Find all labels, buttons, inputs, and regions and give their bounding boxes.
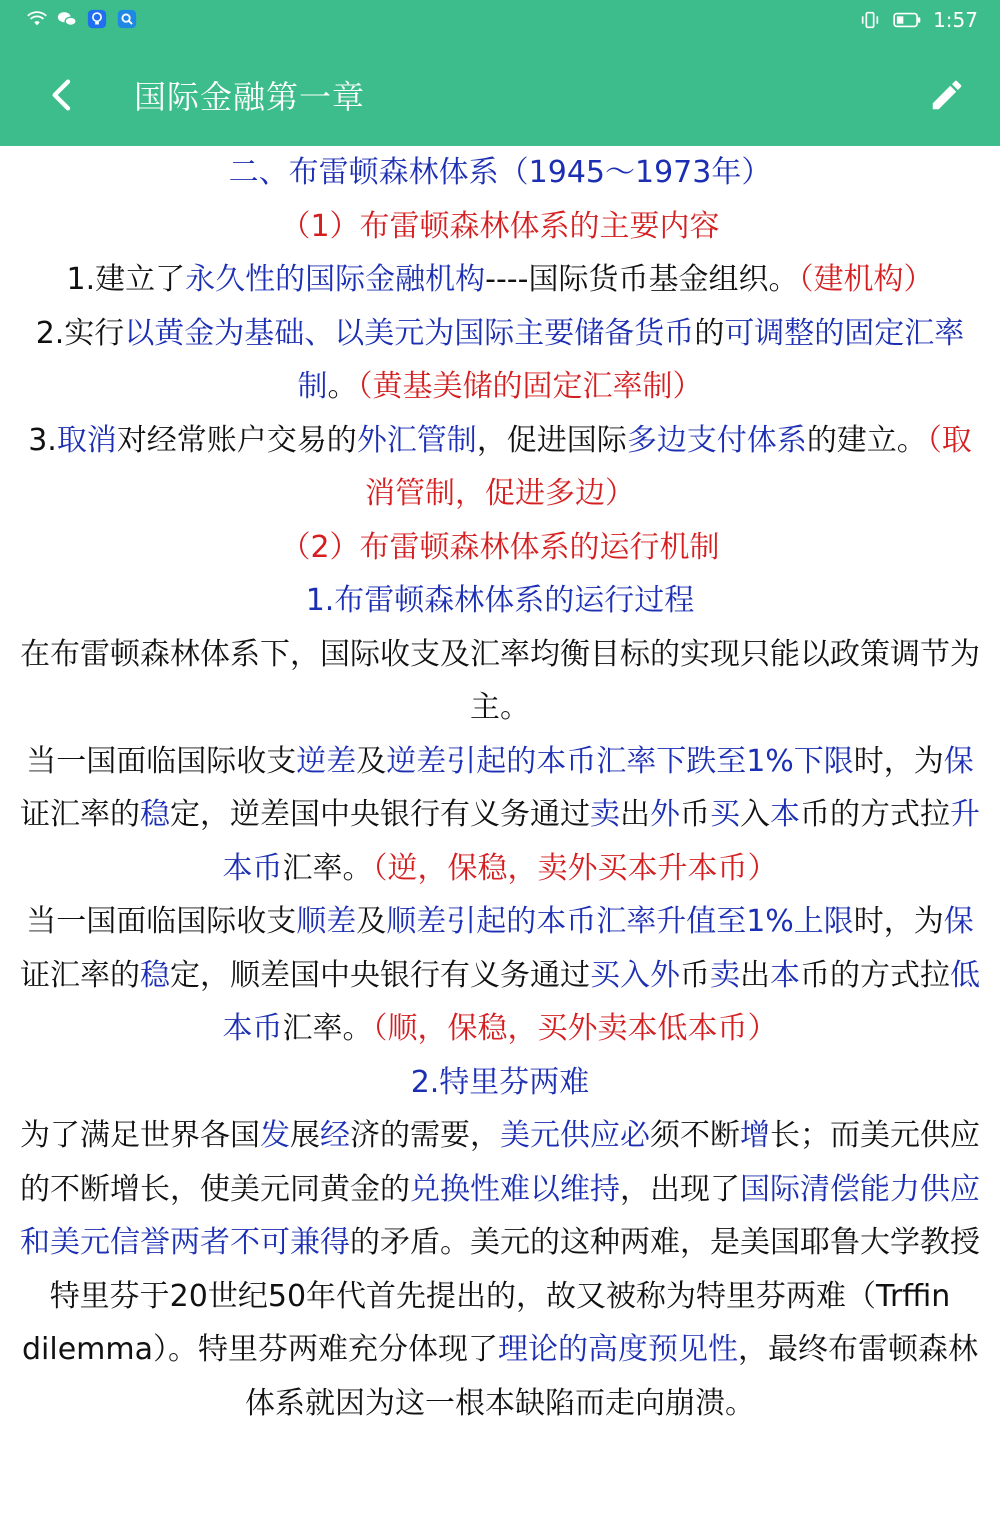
pencil-icon — [928, 76, 966, 114]
body-text: 币的方式拉 — [800, 797, 950, 832]
body-text: 定，逆差国中央银行有义务通过 — [170, 797, 590, 832]
search-app-icon — [116, 8, 138, 30]
highlight-text: 低本币 — [222, 957, 980, 1046]
note-paragraph — [14, 628, 986, 735]
back-button[interactable] — [38, 70, 88, 120]
body-text: 1.建立了 — [66, 262, 186, 297]
highlight-text: 1.布雷顿森林体系的运行过程 — [305, 583, 695, 618]
body-text: 时，为 — [853, 904, 944, 939]
body-text: 定，顺差国中央银行有义务通过 — [170, 957, 590, 993]
vibrate-icon — [859, 9, 881, 31]
highlight-text: 2.特里芬两难 — [410, 1064, 590, 1100]
body-text: 当一国面临国际收支 — [26, 743, 297, 779]
body-text: 。 — [327, 369, 358, 404]
wechat-icon — [56, 8, 78, 30]
highlight-text: 美元供应必 — [500, 1118, 650, 1153]
body-text: 汇率。 — [282, 1011, 373, 1046]
body-text: 展 — [290, 1118, 320, 1153]
highlight-text: 可调整的固定汇率制 — [297, 315, 965, 404]
body-text: 证汇率的 — [20, 957, 140, 993]
body-text: 2.实行 — [35, 315, 125, 351]
note-paragraph — [14, 414, 986, 521]
mnemonic-text: （1）布雷顿森林体系的主要内容 — [280, 208, 720, 244]
note-paragraph — [14, 253, 986, 307]
body-text: 及 — [356, 743, 387, 779]
body-text: ----国际货币基金组织。 — [485, 262, 799, 297]
app-bar — [0, 0, 1000, 146]
body-text: 及 — [356, 904, 387, 939]
highlight-text: 外 — [650, 797, 680, 832]
note-paragraph — [14, 307, 986, 414]
highlight-text: 兑换性难以维持 — [410, 1171, 620, 1207]
body-text: 币的方式拉 — [800, 957, 950, 993]
body-text: 币 — [680, 797, 710, 832]
highlight-text: 逆差引起的本币汇率下跌至1%下限 — [386, 743, 854, 779]
bulb-app-icon — [86, 8, 108, 30]
mnemonic-text: （逆，保稳，卖外买本升本币） — [372, 850, 778, 886]
mnemonic-text: （取消管制，促进多边） — [365, 422, 972, 511]
body-text: ，出现了 — [620, 1171, 740, 1207]
highlight-text: 外汇管制 — [356, 422, 477, 458]
body-text: 济的需要， — [350, 1118, 500, 1153]
mnemonic-text: （建机构） — [798, 262, 934, 297]
highlight-text: 稳 — [140, 797, 170, 832]
highlight-text: 升本币 — [222, 797, 980, 886]
highlight-text: 顺差 — [296, 904, 357, 939]
edit-button[interactable] — [922, 70, 972, 120]
note-paragraph — [14, 1056, 986, 1110]
body-text: 对经常账户交易的 — [116, 422, 357, 458]
mnemonic-text: （2）布雷顿森林体系的运行机制 — [280, 529, 720, 565]
note-paragraph — [14, 735, 986, 896]
note-paragraph — [14, 895, 986, 1056]
body-text: 在布雷顿森林体系下，国际收支及汇率均衡目标的实现只能以政策调节为主。 — [20, 636, 980, 725]
highlight-text: 取消 — [56, 422, 117, 458]
body-text: 为了满足世界各国 — [20, 1118, 260, 1153]
battery-icon — [891, 9, 923, 31]
highlight-text: 买 — [710, 797, 740, 832]
status-bar — [0, 0, 1000, 42]
body-text: 的矛盾。美元的这种两难，是美国耶鲁大学教授特里芬于20世纪50年代首先提出的，故又被称为特里芬两难（Trffin dilemma）。特里芬两难充分体现了 — [21, 1225, 980, 1367]
body-text: 当一国面临国际收支 — [26, 904, 297, 939]
body-text: 长；而美元供应的不断增长，使美元同黄金的 — [20, 1118, 980, 1207]
body-text: 入 — [740, 797, 770, 832]
highlight-text: 本 — [770, 957, 800, 993]
highlight-text: 稳 — [140, 957, 170, 993]
body-text: 出 — [740, 957, 770, 993]
wifi-icon — [26, 8, 48, 30]
body-text: 的 — [694, 315, 725, 351]
mnemonic-text: （黄基美储的固定汇率制） — [357, 369, 703, 404]
highlight-text: 以黄金为基础、以美元为国际主要储备货币 — [124, 315, 695, 351]
body-text: ，最终布雷顿森林体系就因为这一根本缺陷而走向崩溃。 — [245, 1332, 978, 1421]
note-paragraph — [14, 1109, 986, 1430]
body-text: 出 — [620, 797, 650, 832]
body-text: 时，为 — [853, 743, 944, 779]
highlight-text: 卖 — [590, 797, 620, 832]
page-title: 国际金融第一章 — [134, 78, 366, 116]
toolbar — [0, 48, 1000, 144]
note-paragraph — [14, 574, 986, 628]
mnemonic-text: （顺，保稳，买外卖本低本币） — [372, 1011, 778, 1046]
note-paragraph — [14, 521, 986, 575]
highlight-text: 增 — [740, 1118, 770, 1153]
highlight-text: 永久性的国际金融机构 — [185, 262, 486, 297]
clock-time: 1:57 — [933, 8, 978, 32]
body-text: 的建立。 — [806, 422, 927, 458]
highlight-text: 顺差引起的本币汇率升值至1%上限 — [386, 904, 854, 939]
highlight-text: 本 — [770, 797, 800, 832]
note-paragraph — [14, 146, 986, 200]
body-text: 币 — [680, 957, 710, 993]
highlight-text: 发 — [260, 1118, 290, 1153]
body-text: ，促进国际 — [476, 422, 627, 458]
body-text: 3. — [28, 422, 57, 458]
highlight-text: 经 — [320, 1118, 350, 1153]
highlight-text: 保 — [943, 904, 974, 939]
highlight-text: 卖 — [710, 957, 740, 993]
body-text: 须不断 — [650, 1118, 740, 1153]
chevron-left-icon — [43, 75, 83, 115]
highlight-text: 买入 — [590, 957, 650, 993]
note-content — [14, 146, 986, 1430]
highlight-text: 保 — [943, 743, 974, 779]
highlight-text: 多边支付体系 — [626, 422, 807, 458]
highlight-text: 二、布雷顿森林体系（1945～1973年） — [228, 155, 772, 190]
body-text: 汇率。 — [282, 850, 373, 886]
highlight-text: 国际清偿能力供应和美元信誉两者不可兼得 — [20, 1171, 980, 1260]
body-text: 证汇率的 — [20, 797, 140, 832]
highlight-text: 外 — [650, 957, 680, 993]
highlight-text: 逆差 — [296, 743, 357, 779]
highlight-text: 理论的高度预见性 — [498, 1332, 738, 1367]
note-paragraph — [14, 200, 986, 254]
